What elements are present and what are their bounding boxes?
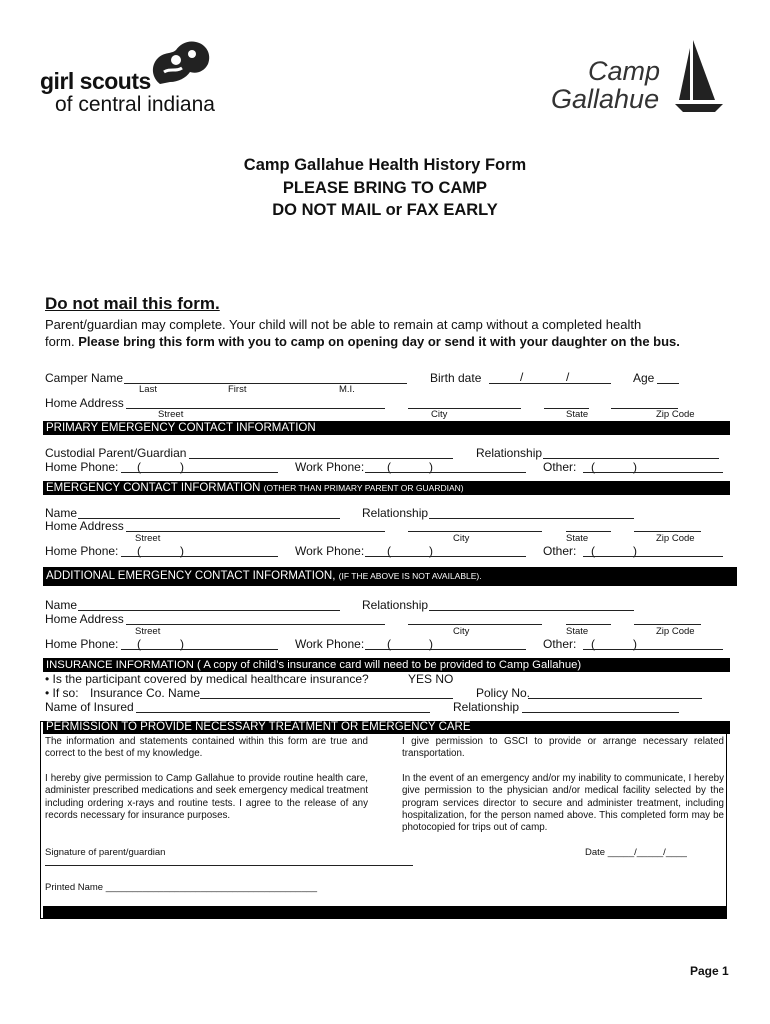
emergency-work-phone-label: Work Phone: — [295, 544, 365, 558]
emergency-header-text: EMERGENCY CONTACT INFORMATION — [46, 482, 261, 494]
emergency-name-label: Name — [45, 506, 78, 520]
permission-right-p1: I give permission to GSCI to provide or arrange necessary related transportation. — [402, 736, 724, 760]
additional-relationship-label: Relationship — [362, 598, 429, 612]
birth-date-field[interactable] — [489, 383, 611, 384]
additional-header-note: (IF THE ABOVE IS NOT AVAILABLE). — [338, 571, 482, 581]
heading-bring-to-camp: PLEASE BRING TO CAMP — [282, 179, 488, 197]
insurance-if-so: • If so: — [45, 686, 79, 700]
insurance-header: INSURANCE INFORMATION ( A copy of child’s insurance card will need to be provided to Camp Gallahue) — [43, 658, 730, 672]
emergency-home-phone-field[interactable] — [121, 556, 278, 557]
primary-other-paren-close: ) — [633, 460, 637, 474]
additional-name-label: Name — [45, 598, 78, 612]
emergency-home-paren-open: ( — [137, 544, 141, 558]
permission-header: PERMISSION TO PROVIDE NECESSARY TREATMENT OR EMERGENCY CARE — [43, 721, 730, 734]
additional-work-phone-field[interactable] — [365, 649, 526, 650]
gs-logo-line1: girl scouts — [40, 68, 151, 94]
additional-other-paren-close: ) — [633, 637, 637, 651]
camper-zip-hint: Zip Code — [656, 409, 695, 420]
camper-state-hint: State — [566, 409, 589, 420]
emergency-work-phone-field[interactable] — [365, 556, 526, 557]
additional-state-field[interactable] — [566, 624, 611, 625]
additional-zip-hint: Zip Code — [656, 626, 695, 637]
page-number: Page 1 — [690, 964, 729, 978]
age-field[interactable] — [657, 383, 679, 384]
camper-last-hint: Last — [139, 384, 157, 395]
additional-zip-field[interactable] — [634, 624, 701, 625]
emergency-other-label: Other: — [543, 544, 577, 558]
sailboat-icon — [673, 38, 725, 116]
additional-city-field[interactable] — [408, 624, 542, 625]
printed-name[interactable]: Printed Name ________________________________________ — [45, 882, 318, 893]
additional-state-hint: State — [566, 626, 589, 637]
additional-city-hint: City — [453, 626, 470, 637]
primary-work-phone-field[interactable] — [365, 472, 526, 473]
primary-work-paren-open: ( — [387, 460, 391, 474]
permission-right-p2: In the event of an emergency and/or my inability to communicate, I hereby give permission to the physician and/or medical facility selected by the program services director to secure and administer treatment, including hospitalization, for the person named above. This completed form may be photocopied for trips out of camp. — [402, 773, 724, 834]
primary-work-phone-label: Work Phone: — [295, 460, 365, 474]
emergency-other-paren-open: ( — [591, 544, 595, 558]
emergency-city-field[interactable] — [408, 531, 542, 532]
guardian-label: Custodial Parent/Guardian — [45, 446, 187, 460]
emergency-relationship-label: Relationship — [362, 506, 429, 520]
additional-work-paren-open: ( — [387, 637, 391, 651]
camper-name-label: Camper Name — [45, 371, 124, 385]
signature-label: Signature of parent/guardian — [45, 847, 166, 858]
policy-number-field[interactable] — [528, 698, 702, 699]
additional-address-label: Home Address — [45, 612, 124, 626]
additional-work-phone-label: Work Phone: — [295, 637, 365, 651]
camp-gallahue-logo — [548, 38, 728, 118]
emergency-other-phone-field[interactable] — [583, 556, 723, 557]
additional-street-hint: Street — [135, 626, 161, 637]
notice-title: Do not mail this form. — [45, 294, 220, 313]
form-title: Camp Gallahue Health History Form — [243, 156, 527, 174]
primary-home-phone-label: Home Phone: — [45, 460, 119, 474]
additional-work-paren-close: ) — [429, 637, 433, 651]
camp-logo-line1: Camp — [588, 56, 661, 86]
policy-number-label: Policy No. — [476, 686, 531, 700]
camper-city-hint: City — [431, 409, 448, 420]
guardian-field[interactable] — [189, 458, 453, 459]
additional-home-paren-close: ) — [180, 637, 184, 651]
primary-relationship-field[interactable] — [543, 458, 719, 459]
additional-other-phone-field[interactable] — [583, 649, 723, 650]
emergency-other-paren-close: ) — [633, 544, 637, 558]
signature-date[interactable]: Date _____/_____/____ — [585, 847, 687, 858]
emergency-work-paren-close: ) — [429, 544, 433, 558]
primary-contact-header: PRIMARY EMERGENCY CONTACT INFORMATION — [43, 421, 730, 435]
emergency-state-field[interactable] — [566, 531, 611, 532]
camper-street-hint: Street — [158, 409, 184, 420]
additional-contact-header — [43, 567, 737, 586]
camper-mi-hint: M.I. — [339, 384, 355, 395]
age-label: Age — [633, 371, 655, 385]
primary-other-paren-open: ( — [591, 460, 595, 474]
primary-other-phone-field[interactable] — [583, 472, 723, 473]
additional-home-paren-open: ( — [137, 637, 141, 651]
birth-sep-1: / — [520, 370, 524, 384]
emergency-zip-hint: Zip Code — [656, 533, 695, 544]
emergency-contact-header — [43, 481, 730, 495]
insured-relationship-label: Relationship — [453, 700, 520, 714]
insured-name-field[interactable] — [136, 712, 430, 713]
additional-home-phone-label: Home Phone: — [45, 637, 119, 651]
additional-other-label: Other: — [543, 637, 577, 651]
emergency-street-hint: Street — [135, 533, 161, 544]
additional-street-field[interactable] — [126, 624, 385, 625]
camp-logo-line2: Gallahue — [551, 84, 660, 114]
emergency-header-note: (OTHER THAN PRIMARY PARENT OR GUARDIAN) — [263, 483, 464, 493]
primary-home-paren-open: ( — [137, 460, 141, 474]
additional-header-text: ADDITIONAL EMERGENCY CONTACT INFORMATION, — [46, 570, 336, 582]
additional-home-phone-field[interactable] — [121, 649, 278, 650]
girl-scouts-logo — [40, 38, 230, 118]
camper-name-field[interactable] — [124, 383, 407, 384]
gs-logo-line2: of central indiana — [55, 93, 215, 116]
notice-line2-start: form. — [45, 334, 75, 349]
signature-field[interactable] — [45, 865, 413, 866]
insured-relationship-field[interactable] — [522, 712, 679, 713]
emergency-state-hint: State — [566, 533, 589, 544]
primary-work-paren-close: ) — [429, 460, 433, 474]
additional-name-field[interactable] — [78, 610, 340, 611]
trefoil-profile-icon — [142, 38, 214, 88]
insurance-company-field[interactable] — [200, 698, 453, 699]
permission-left-p1: The information and statements contained within this form are true and correct to the best of my knowledge. — [45, 736, 368, 760]
permission-footer-bar — [43, 906, 727, 919]
emergency-city-hint: City — [453, 533, 470, 544]
insurance-yes-no[interactable]: YES NO — [408, 672, 454, 686]
camper-city-field[interactable] — [408, 408, 521, 409]
heading-do-not-mail: DO NOT MAIL or FAX EARLY — [272, 201, 498, 219]
birth-sep-2: / — [566, 370, 570, 384]
emergency-zip-field[interactable] — [634, 531, 701, 532]
notice-line1: Parent/guardian may complete. Your child will not be able to remain at camp without a completed health — [45, 317, 642, 332]
primary-other-label: Other: — [543, 460, 577, 474]
additional-relationship-field[interactable] — [429, 610, 634, 611]
permission-left-p2: I hereby give permission to Camp Gallahue to provide routine health care, administer prescribed medications and seek emergency medical treatment including ordering x-rays and routine tests. I agree to the release of any records necessary for insurance purposes. — [45, 773, 368, 821]
birth-date-label: Birth date — [430, 371, 482, 385]
primary-home-paren-close: ) — [180, 460, 184, 474]
home-address-label: Home Address — [45, 396, 124, 410]
camper-first-hint: First — [228, 384, 247, 395]
primary-relationship-label: Relationship — [476, 446, 543, 460]
emergency-street-field[interactable] — [126, 531, 385, 532]
additional-other-paren-open: ( — [591, 637, 595, 651]
emergency-work-paren-open: ( — [387, 544, 391, 558]
emergency-address-label: Home Address — [45, 519, 124, 533]
insured-name-label: Name of Insured — [45, 700, 134, 714]
primary-home-phone-field[interactable] — [121, 472, 278, 473]
notice-line2 — [45, 334, 680, 350]
emergency-relationship-field[interactable] — [429, 518, 634, 519]
insurance-company-label: Insurance Co. Name — [90, 686, 201, 700]
emergency-home-paren-close: ) — [180, 544, 184, 558]
insurance-question: • Is the participant covered by medical healthcare insurance? — [45, 672, 369, 686]
notice-line2-bold: Please bring this form with you to camp on opening day or send it with your daughter on the bus. — [78, 334, 680, 349]
emergency-home-phone-label: Home Phone: — [45, 544, 119, 558]
